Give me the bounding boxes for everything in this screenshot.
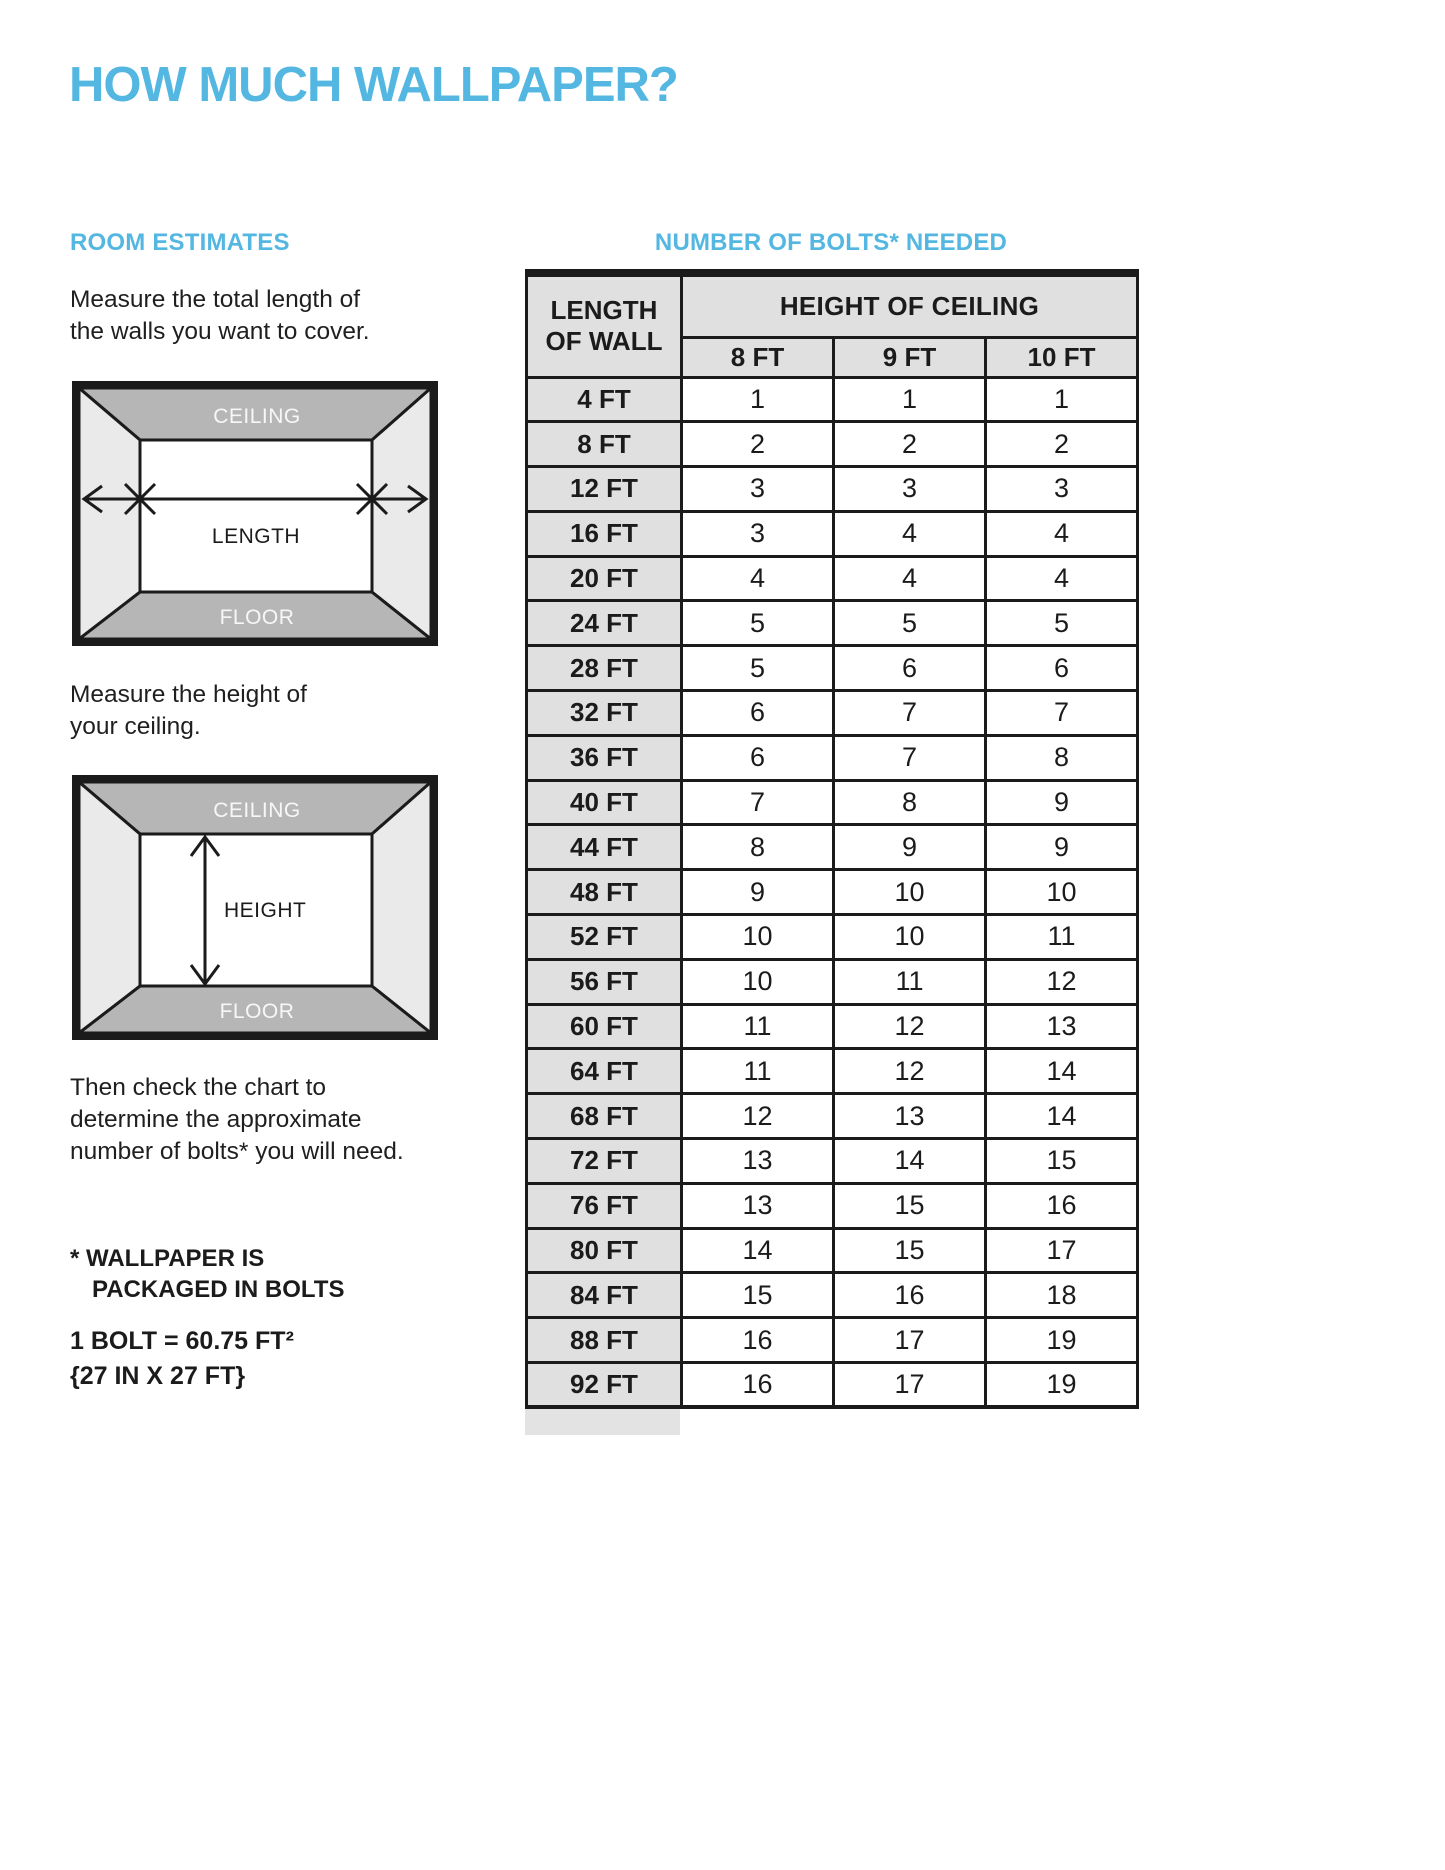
bolt-count-cell: 3 [682, 511, 834, 556]
section-heading-bolts-needed: NUMBER OF BOLTS* NEEDED [654, 229, 1008, 256]
bolt-count-cell: 19 [986, 1363, 1138, 1408]
length-of-wall-header [527, 273, 682, 377]
wall-length-cell: 12 FT [527, 467, 682, 512]
bolt-count-cell: 13 [682, 1139, 834, 1184]
column-header-10ft: 10 FT [986, 337, 1138, 377]
table-row [527, 691, 1138, 736]
bolt-count-cell: 13 [986, 1004, 1138, 1049]
wall-length-cell: 20 FT [527, 556, 682, 601]
table-row [527, 556, 1138, 601]
bolt-count-cell: 7 [986, 691, 1138, 736]
bolt-count-cell: 5 [682, 601, 834, 646]
wall-length-cell: 32 FT [527, 691, 682, 736]
bolt-count-cell: 17 [986, 1228, 1138, 1273]
bolt-count-cell: 4 [682, 556, 834, 601]
bolt-count-cell: 10 [834, 870, 986, 915]
bolt-count-cell: 19 [986, 1318, 1138, 1363]
ceiling-label: CEILING [213, 405, 301, 428]
bolt-count-cell: 11 [682, 1049, 834, 1094]
bolt-count-cell: 12 [682, 1094, 834, 1139]
bolt-count-cell: 14 [986, 1049, 1138, 1094]
table-row [527, 1094, 1138, 1139]
bolt-count-cell: 3 [682, 467, 834, 512]
wall-length-cell: 16 FT [527, 511, 682, 556]
bolt-count-cell: 10 [682, 915, 834, 960]
wall-length-cell: 24 FT [527, 601, 682, 646]
bolt-count-cell: 16 [682, 1363, 834, 1408]
bolt-count-cell: 1 [986, 377, 1138, 422]
wall-length-cell: 44 FT [527, 825, 682, 870]
length-of-wall-header-line-2: OF WALL [545, 326, 663, 357]
bolt-count-cell: 4 [986, 556, 1138, 601]
room-length-diagram [72, 381, 438, 646]
bolt-count-cell: 5 [986, 601, 1138, 646]
bolt-count-cell: 12 [834, 1049, 986, 1094]
table-footer-gray-stub [525, 1409, 680, 1435]
instruction-step-2 [70, 679, 307, 743]
bolt-count-cell: 6 [834, 646, 986, 691]
wallpaper-bolts-footnote [70, 1243, 344, 1305]
bolt-count-cell: 2 [682, 422, 834, 467]
bolt-count-cell: 5 [834, 601, 986, 646]
table-row [527, 1363, 1138, 1408]
bolt-count-cell: 14 [682, 1228, 834, 1273]
room-length-diagram-svg [72, 381, 438, 646]
bolt-count-cell: 13 [834, 1094, 986, 1139]
wall-length-cell: 48 FT [527, 870, 682, 915]
table-row [527, 1228, 1138, 1273]
bolt-count-cell: 1 [682, 377, 834, 422]
bolt-count-cell: 1 [834, 377, 986, 422]
wall-length-cell: 80 FT [527, 1228, 682, 1273]
wall-length-cell: 52 FT [527, 915, 682, 960]
footnote-line-2: PACKAGED IN BOLTS [92, 1276, 345, 1303]
instruction-step-2-line-1: Measure the height of [70, 681, 307, 708]
wall-length-cell: 72 FT [527, 1139, 682, 1184]
wall-length-cell: 92 FT [527, 1363, 682, 1408]
bolt-count-cell: 9 [986, 780, 1138, 825]
table-row [527, 1004, 1138, 1049]
instruction-step-2-line-2: your ceiling. [70, 713, 201, 740]
table-row [527, 601, 1138, 646]
bolt-count-cell: 9 [986, 825, 1138, 870]
bolt-count-cell: 2 [834, 422, 986, 467]
table-row [527, 735, 1138, 780]
wall-length-cell: 8 FT [527, 422, 682, 467]
bolt-count-cell: 10 [986, 870, 1138, 915]
table-row [527, 959, 1138, 1004]
length-label: LENGTH [211, 525, 301, 548]
wall-length-cell: 76 FT [527, 1183, 682, 1228]
footnote-line-1: * WALLPAPER IS [70, 1245, 265, 1272]
table-row [527, 422, 1138, 467]
wall-length-cell: 84 FT [527, 1273, 682, 1318]
bolt-count-cell: 16 [834, 1273, 986, 1318]
bolt-count-cell: 12 [986, 959, 1138, 1004]
bolt-count-cell: 8 [682, 825, 834, 870]
ceiling-label: CEILING [213, 799, 301, 822]
room-height-diagram-svg [72, 775, 438, 1040]
table-row [527, 646, 1138, 691]
bolt-count-cell: 16 [986, 1183, 1138, 1228]
bolt-count-cell: 15 [682, 1273, 834, 1318]
floor-label: FLOOR [219, 1000, 295, 1023]
page-title: HOW MUCH WALLPAPER? [69, 58, 678, 112]
bolt-count-cell: 8 [986, 735, 1138, 780]
instruction-step-3-line-2: determine the approximate [70, 1106, 362, 1133]
instruction-step-3 [70, 1072, 404, 1168]
bolt-count-cell: 3 [834, 467, 986, 512]
table-row [527, 1049, 1138, 1094]
bolt-count-cell: 18 [986, 1273, 1138, 1318]
column-header-8ft: 8 FT [682, 337, 834, 377]
bolt-size-equation: 1 BOLT = 60.75 FT² [70, 1327, 294, 1355]
bolt-count-cell: 6 [682, 691, 834, 736]
bolt-size-info [70, 1324, 294, 1394]
wall-length-cell: 56 FT [527, 959, 682, 1004]
bolt-count-cell: 9 [682, 870, 834, 915]
bolt-count-cell: 14 [834, 1139, 986, 1184]
height-of-ceiling-header: HEIGHT OF CEILING [682, 273, 1138, 337]
floor-label: FLOOR [219, 606, 295, 629]
bolt-count-cell: 4 [986, 511, 1138, 556]
bolts-table-container [525, 269, 1137, 1435]
section-heading-room-estimates: ROOM ESTIMATES [70, 229, 290, 256]
bolt-count-cell: 7 [834, 735, 986, 780]
bolt-count-cell: 5 [682, 646, 834, 691]
table-row [527, 511, 1138, 556]
bolt-count-cell: 17 [834, 1318, 986, 1363]
bolt-count-cell: 10 [682, 959, 834, 1004]
bolt-count-cell: 6 [682, 735, 834, 780]
wall-length-cell: 60 FT [527, 1004, 682, 1049]
wall-length-cell: 4 FT [527, 377, 682, 422]
instruction-step-1-line-1: Measure the total length of [70, 286, 361, 313]
bolt-count-cell: 17 [834, 1363, 986, 1408]
bolt-count-cell: 2 [986, 422, 1138, 467]
column-header-9ft: 9 FT [834, 337, 986, 377]
bolt-count-cell: 12 [834, 1004, 986, 1049]
bolt-count-cell: 4 [834, 556, 986, 601]
bolt-count-cell: 9 [834, 825, 986, 870]
table-row [527, 467, 1138, 512]
bolt-count-cell: 8 [834, 780, 986, 825]
length-of-wall-header-line-1: LENGTH [550, 295, 658, 326]
table-row [527, 1183, 1138, 1228]
bolt-count-cell: 7 [682, 780, 834, 825]
height-label: HEIGHT [224, 899, 307, 922]
bolt-count-cell: 4 [834, 511, 986, 556]
instruction-step-3-line-3: number of bolts* you will need. [70, 1138, 404, 1165]
instruction-step-3-line-1: Then check the chart to [70, 1074, 327, 1101]
table-row [527, 1139, 1138, 1184]
wall-length-cell: 36 FT [527, 735, 682, 780]
bolt-count-cell: 3 [986, 467, 1138, 512]
room-height-diagram [72, 775, 438, 1040]
bolt-count-cell: 14 [986, 1094, 1138, 1139]
wall-length-cell: 88 FT [527, 1318, 682, 1363]
bolt-count-cell: 11 [834, 959, 986, 1004]
bolt-count-cell: 10 [834, 915, 986, 960]
table-row [527, 1318, 1138, 1363]
bolt-count-cell: 11 [986, 915, 1138, 960]
bolt-count-cell: 15 [834, 1183, 986, 1228]
bolt-count-cell: 11 [682, 1004, 834, 1049]
bolt-count-cell: 7 [834, 691, 986, 736]
bolt-count-cell: 15 [986, 1139, 1138, 1184]
bolt-dimensions: {27 IN X 27 FT} [70, 1362, 246, 1390]
bolt-count-cell: 15 [834, 1228, 986, 1273]
table-row [527, 377, 1138, 422]
table-header-row-1 [527, 273, 1138, 337]
table-row [527, 915, 1138, 960]
table-row [527, 1273, 1138, 1318]
bolt-count-cell: 13 [682, 1183, 834, 1228]
bolt-count-cell: 6 [986, 646, 1138, 691]
back-wall-face [140, 440, 372, 592]
instruction-step-1 [70, 284, 370, 348]
table-row [527, 780, 1138, 825]
wall-length-cell: 28 FT [527, 646, 682, 691]
bolt-count-cell: 16 [682, 1318, 834, 1363]
table-row [527, 870, 1138, 915]
wall-length-cell: 40 FT [527, 780, 682, 825]
instruction-step-1-line-2: the walls you want to cover. [70, 318, 370, 345]
bolts-table [525, 269, 1139, 1409]
table-row [527, 825, 1138, 870]
wall-length-cell: 68 FT [527, 1094, 682, 1139]
wall-length-cell: 64 FT [527, 1049, 682, 1094]
